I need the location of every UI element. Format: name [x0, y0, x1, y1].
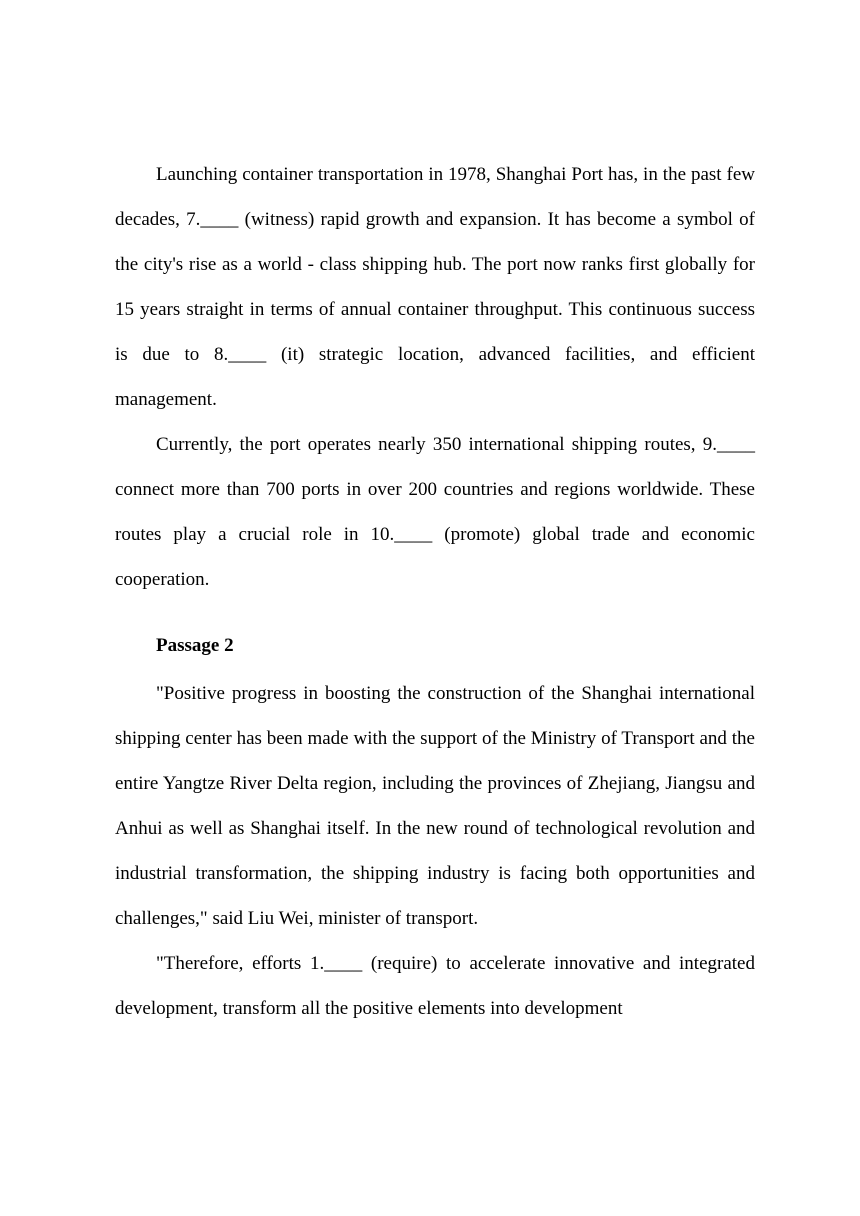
passage-2-heading: Passage 2	[156, 635, 234, 656]
paragraph-shipping-routes: Currently, the port operates nearly 350 international shipping routes, 9.____ connect more than 700 ports in over 200 countries and regions worldwide. These routes play a crucial role in 10.____ (promote) global trade and economic cooperation.	[115, 434, 755, 590]
paragraph-shipping-center-progress: "Positive progress in boosting the construction of the Shanghai international shipping center has been made with the support of the Ministry of Transport and the entire Yangtze River Delta region, including the provinces of Zhejiang, Jiangsu and Anhui as well as Shanghai itself. In the new round of technological revolution and industrial transformation, the shipping industry is facing both opportunities and challenges," said Liu Wei, minister of transport.	[115, 683, 755, 929]
paragraph-shanghai-port-history: Launching container transportation in 1978, Shanghai Port has, in the past few decades, 7.____ (witness) rapid growth and expansion. It has become a symbol of the city's rise as a world - class shipping hub. The port now ranks first globally for 15 years straight in terms of annual container throughput. This continuous success is due to 8.____ (it) strategic location, advanced facilities, and efficient management.	[115, 164, 755, 410]
paragraph-efforts: "Therefore, efforts 1.____ (require) to accelerate innovative and integrated development, transform all the positive elements into development	[115, 953, 755, 1019]
document-page	[115, 152, 755, 1031]
